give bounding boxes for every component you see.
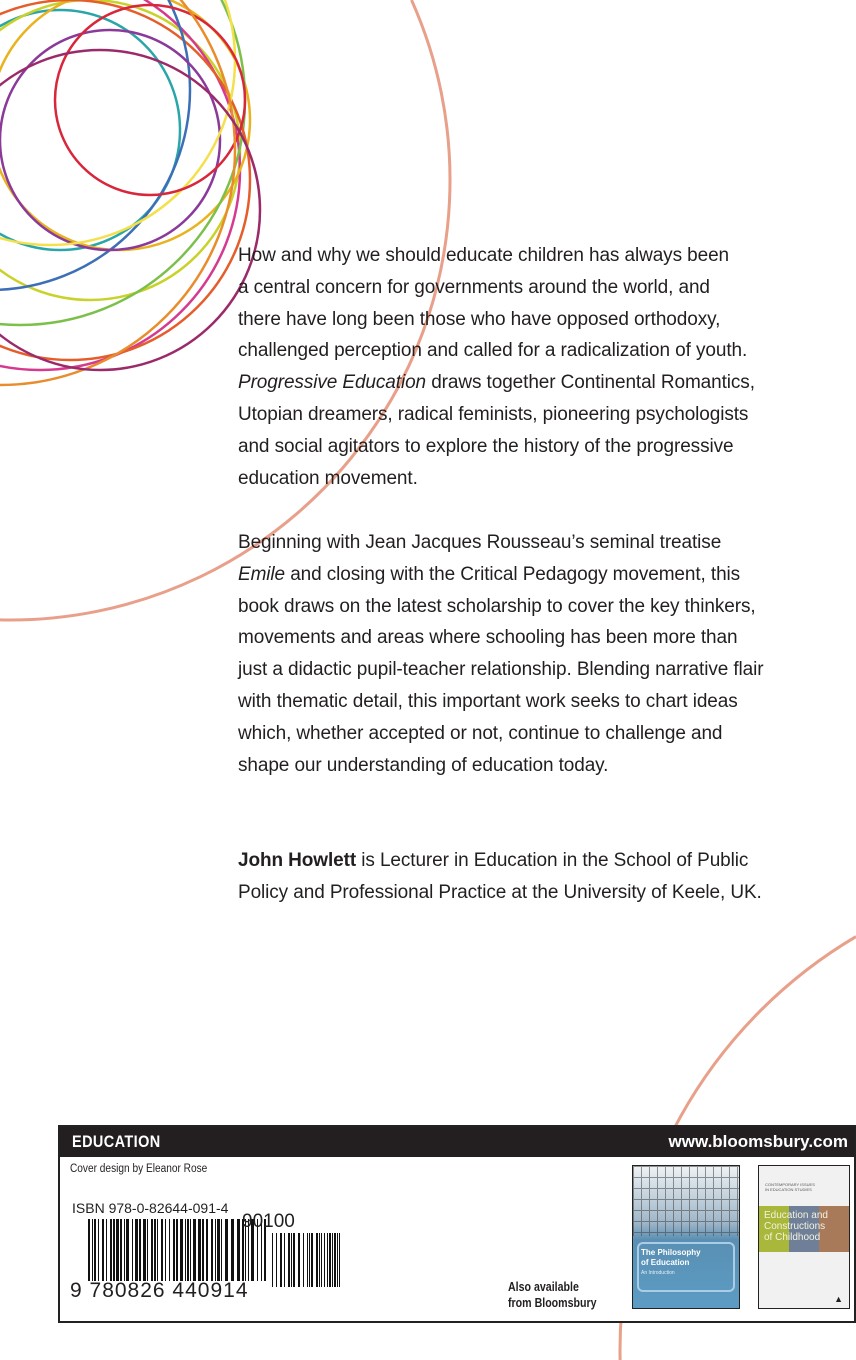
barcode-bar bbox=[276, 1233, 277, 1287]
text-line bbox=[238, 367, 755, 399]
barcode-addon-number: 90100 bbox=[242, 1211, 295, 1232]
barcode-bar bbox=[231, 1219, 234, 1281]
barcode-bar bbox=[173, 1219, 175, 1281]
barcode-bar bbox=[307, 1233, 308, 1287]
blurb-paragraph-1 bbox=[238, 240, 755, 494]
barcode-bar bbox=[88, 1219, 90, 1281]
barcode-bar bbox=[280, 1233, 282, 1287]
book-title: Emile bbox=[238, 563, 286, 585]
barcode-bar bbox=[293, 1233, 295, 1287]
text-line: IN EDUCATION STUDIES bbox=[765, 1187, 812, 1192]
series-name bbox=[765, 1182, 815, 1192]
barcode-bar bbox=[193, 1219, 196, 1281]
text-line: Utopian dreamers, radical feminists, pioneering psychologists bbox=[238, 403, 749, 425]
barcode-bar bbox=[202, 1219, 204, 1281]
barcode-bar bbox=[126, 1219, 129, 1281]
barcode-bar bbox=[102, 1219, 104, 1281]
barcode-bar bbox=[217, 1219, 220, 1281]
barcode-bar bbox=[324, 1233, 325, 1287]
barcode-bar bbox=[124, 1219, 125, 1281]
blurb-paragraph-2 bbox=[238, 527, 764, 781]
barcode-bar bbox=[327, 1233, 328, 1287]
barcode-bar bbox=[303, 1233, 304, 1287]
text-line: which, whether accepted or not, continue to challenge and bbox=[238, 722, 723, 744]
barcode bbox=[88, 1219, 348, 1287]
text-line: there have long been those who have opposed orthodoxy, bbox=[238, 308, 721, 330]
barcode-bar bbox=[154, 1219, 156, 1281]
text-line: The Philosophy bbox=[641, 1248, 701, 1257]
text-line bbox=[238, 845, 762, 877]
barcode-bar bbox=[180, 1219, 183, 1281]
barcode-bar bbox=[143, 1219, 146, 1281]
barcode-bar bbox=[272, 1233, 273, 1287]
barcode-bar bbox=[211, 1219, 213, 1281]
text-line: How and why we should educate children has always been bbox=[238, 245, 730, 266]
text: and closing with the Critical Pedagogy movement, this bbox=[285, 563, 741, 585]
barcode-bar bbox=[319, 1233, 320, 1287]
decorative-ring bbox=[0, 0, 240, 370]
book-title bbox=[641, 1248, 701, 1268]
barcode-bar bbox=[139, 1219, 141, 1281]
barcode-number: 9 780826 440914 bbox=[70, 1279, 249, 1302]
cover-credit: Cover design by Eleanor Rose bbox=[70, 1163, 208, 1175]
author-bio bbox=[238, 845, 762, 909]
decorative-ring bbox=[0, 0, 240, 300]
barcode-bar bbox=[221, 1219, 222, 1281]
barcode-bar bbox=[291, 1233, 292, 1287]
book-title: Progressive Education bbox=[238, 372, 427, 394]
book-cover-philosophy-of-education[interactable] bbox=[632, 1165, 740, 1309]
text-line: challenged perception and called for a radicalization of youth. bbox=[238, 340, 748, 362]
category-label: EDUCATION bbox=[72, 1132, 161, 1151]
barcode-bar bbox=[339, 1233, 340, 1287]
text-line: education movement. bbox=[238, 467, 418, 489]
text-line: with thematic detail, this important work seeks to chart ideas bbox=[238, 690, 738, 712]
publisher-logo-icon: ▲ bbox=[834, 1294, 843, 1304]
barcode-bar bbox=[225, 1219, 228, 1281]
barcode-bar bbox=[94, 1219, 96, 1281]
text-line: Constructions bbox=[764, 1221, 826, 1232]
barcode-bar bbox=[169, 1219, 170, 1281]
category-bar bbox=[60, 1127, 854, 1157]
isbn: ISBN 978-0-82644-091-4 bbox=[72, 1200, 229, 1216]
text-line: Policy and Professional Practice at the University of Keele, UK. bbox=[238, 881, 762, 903]
author-name: John Howlett bbox=[238, 850, 357, 871]
barcode-bar bbox=[151, 1219, 153, 1281]
text-line bbox=[238, 559, 764, 591]
book-cover-constructions-of-childhood[interactable] bbox=[758, 1165, 850, 1309]
text: is Lecturer in Education in the School of Public bbox=[356, 850, 749, 871]
publisher-url[interactable]: www.bloomsbury.com bbox=[668, 1132, 848, 1151]
barcode-bar bbox=[110, 1219, 112, 1281]
barcode-bar bbox=[332, 1233, 333, 1287]
book-subtitle: An Introduction bbox=[641, 1270, 675, 1276]
barcode-bar bbox=[132, 1219, 133, 1281]
text-line: Beginning with Jean Jacques Rousseau’s seminal treatise bbox=[238, 532, 722, 553]
text-line: shape our understanding of education today. bbox=[238, 754, 609, 776]
cover-image bbox=[633, 1166, 739, 1236]
barcode-bar bbox=[206, 1219, 208, 1281]
barcode-bar bbox=[120, 1219, 122, 1281]
barcode-bar bbox=[157, 1219, 158, 1281]
barcode-bar bbox=[92, 1219, 93, 1281]
barcode-bar bbox=[237, 1219, 240, 1281]
barcode-bar bbox=[147, 1219, 148, 1281]
barcode-bar bbox=[284, 1233, 285, 1287]
barcode-bar bbox=[113, 1219, 115, 1281]
barcode-bar bbox=[316, 1233, 318, 1287]
barcode-bar bbox=[298, 1233, 300, 1287]
barcode-bar bbox=[165, 1219, 166, 1281]
text-line: of Childhood bbox=[764, 1232, 821, 1243]
barcode-bar bbox=[106, 1219, 107, 1281]
text: draws together Continental Romantics, bbox=[426, 372, 755, 394]
barcode-bar bbox=[98, 1219, 99, 1281]
text-line: and social agitators to explore the history of the progressive bbox=[238, 435, 734, 457]
barcode-bar bbox=[116, 1219, 119, 1281]
barcode-bar bbox=[329, 1233, 331, 1287]
text-line: CONTEMPORARY ISSUES bbox=[765, 1182, 815, 1187]
text-line: from Bloomsbury bbox=[508, 1296, 597, 1310]
barcode-bar bbox=[321, 1233, 322, 1287]
barcode-bar bbox=[185, 1219, 186, 1281]
barcode-bar bbox=[311, 1233, 313, 1287]
barcode-bar bbox=[288, 1233, 290, 1287]
barcode-bar bbox=[187, 1219, 189, 1281]
text-line: just a didactic pupil-teacher relationship. Blending narrative flair bbox=[238, 659, 764, 681]
barcode-bar bbox=[334, 1233, 336, 1287]
barcode-bar bbox=[176, 1219, 178, 1281]
barcode-bar bbox=[135, 1219, 138, 1281]
decorative-ring bbox=[0, 50, 260, 370]
text-line: a central concern for governments around the world, and bbox=[238, 276, 710, 298]
barcode-bar bbox=[215, 1219, 216, 1281]
text-line: book draws on the latest scholarship to cover the key thinkers, bbox=[238, 595, 756, 617]
also-available-label bbox=[508, 1279, 597, 1311]
text-line: Also available bbox=[508, 1280, 579, 1294]
decorative-ring bbox=[0, 0, 250, 250]
text-line: movements and areas where schooling has been more than bbox=[238, 627, 738, 649]
decorative-ring bbox=[0, 30, 220, 250]
book-title bbox=[764, 1210, 828, 1243]
barcode-bar bbox=[309, 1233, 310, 1287]
barcode-bar bbox=[198, 1219, 201, 1281]
barcode-bar bbox=[337, 1233, 338, 1287]
barcode-bar bbox=[190, 1219, 191, 1281]
text-line: Education and bbox=[764, 1210, 828, 1221]
publisher-panel bbox=[58, 1125, 856, 1323]
decorative-ring bbox=[0, 0, 235, 245]
barcode-bar bbox=[161, 1219, 163, 1281]
text-line: of Education bbox=[641, 1258, 690, 1267]
